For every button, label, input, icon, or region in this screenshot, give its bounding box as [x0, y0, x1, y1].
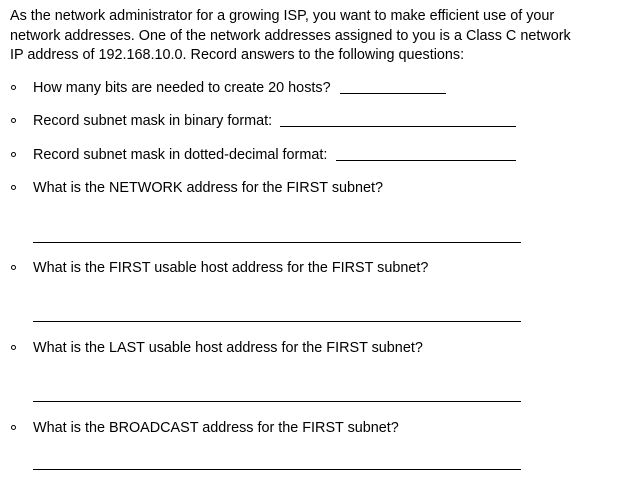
bullet-icon: [11, 425, 16, 430]
question-text: What is the BROADCAST address for the FIRST subnet?: [33, 420, 399, 436]
question-broadcast-address: [0, 418, 624, 438]
bullet-icon: [11, 265, 16, 270]
question-text: What is the NETWORK address for the FIRST subnet?: [33, 180, 384, 196]
bullet-icon: [11, 152, 16, 157]
answer-line-last-host[interactable]: [33, 401, 521, 402]
bullet-icon: [11, 118, 16, 123]
question-mask-dotted: [0, 145, 624, 165]
answer-line-first-host[interactable]: [33, 321, 521, 322]
question-bits-needed: [0, 78, 624, 98]
intro-paragraph: [10, 7, 610, 66]
question-text: Record subnet mask in binary format:: [33, 113, 273, 129]
intro-line: IP address of 192.168.10.0. Record answers to the following questions:: [10, 47, 465, 63]
answer-blank-mask-binary[interactable]: [280, 126, 516, 127]
bullet-icon: [11, 345, 16, 350]
intro-line: As the network administrator for a growing ISP, you want to make efficient use of your: [10, 8, 555, 24]
answer-line-broadcast-address[interactable]: [33, 469, 521, 470]
question-network-address: [0, 178, 624, 198]
answer-blank-bits[interactable]: [340, 93, 446, 94]
question-text: How many bits are needed to create 20 hosts?: [33, 80, 331, 96]
question-mask-binary: [0, 111, 624, 131]
question-first-host: [0, 258, 624, 278]
question-last-host: [0, 338, 624, 358]
answer-line-network-address[interactable]: [33, 242, 521, 243]
question-text: What is the LAST usable host address for the FIRST subnet?: [33, 340, 423, 356]
question-text: What is the FIRST usable host address for the FIRST subnet?: [33, 260, 429, 276]
answer-blank-mask-dotted[interactable]: [336, 160, 516, 161]
bullet-icon: [11, 185, 16, 190]
question-text: Record subnet mask in dotted-decimal format:: [33, 147, 328, 163]
bullet-icon: [11, 85, 16, 90]
intro-line: network addresses. One of the network addresses assigned to you is a Class C network: [10, 27, 571, 44]
